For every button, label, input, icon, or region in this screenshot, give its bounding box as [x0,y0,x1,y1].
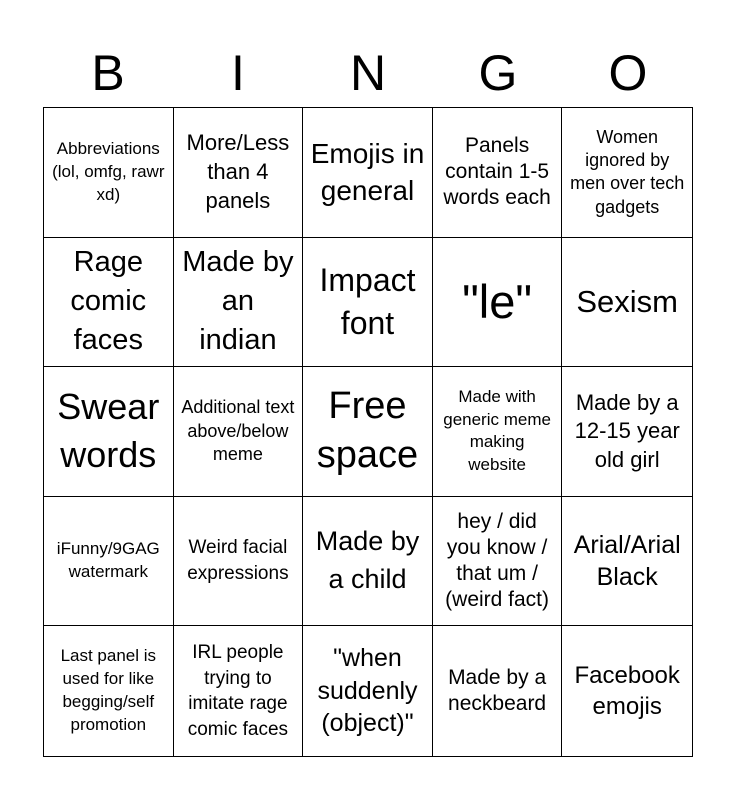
cell-text: Women ignored by men over tech gadgets [570,126,685,217]
header-letter-i: I [231,45,245,101]
cell-text: "when suddenly (object)" [317,644,418,738]
cell-text: Sexism [576,283,679,319]
cell-text: Made by a neckbeard [448,665,547,716]
header-letter-g: G [478,45,518,101]
bingo-cell-r1c2[interactable] [174,108,304,238]
cell-text: Rage comic faces [70,246,147,357]
bingo-cell-r3c2[interactable] [174,367,304,497]
cell-text: Made by an indian [182,246,294,357]
bingo-cell-r5c1[interactable] [44,626,174,756]
cell-text: Panels contain 1-5 words each [443,133,551,210]
bingo-cell-r3c4[interactable] [433,367,563,497]
bingo-header [43,38,693,108]
bingo-cell-r5c2[interactable] [174,626,304,756]
header-letter-o: O [608,45,648,101]
bingo-cell-r5c4[interactable] [433,626,563,756]
cell-text: Last panel is used for like begging/self promotion [60,646,157,735]
cell-text: Made by a 12-15 year old girl [574,389,680,472]
cell-text: "le" [462,274,533,328]
cell-text: Made with generic meme making website [443,386,551,475]
bingo-cell-r1c3[interactable] [303,108,433,238]
bingo-cell-r5c5[interactable] [562,626,692,756]
bingo-cell-r2c5[interactable] [562,238,692,368]
cell-text: More/Less than 4 panels [186,130,290,213]
bingo-cell-r1c4[interactable] [433,108,563,238]
bingo-cell-r2c3[interactable] [303,238,433,368]
bingo-board [43,107,693,757]
cell-text: Facebook emojis [574,662,680,721]
bingo-cell-r3c3[interactable] [303,367,433,497]
cell-text: Arial/Arial Black [573,530,681,592]
bingo-cell-r4c5[interactable] [562,497,692,627]
bingo-cell-r3c1[interactable] [44,367,174,497]
cell-text: Weird facial expressions [187,537,289,585]
bingo-cell-r2c1[interactable] [44,238,174,368]
cell-text: Free space [316,385,419,477]
cell-text: Emojis in general [310,137,425,207]
cell-text: Impact font [319,261,416,341]
header-letter-b: B [91,45,125,101]
cell-text: Made by a child [315,526,420,595]
bingo-cell-r3c5[interactable] [562,367,692,497]
bingo-cell-r4c1[interactable] [44,497,174,627]
cell-text: IRL people trying to imitate rage comic faces [187,641,289,740]
bingo-cell-r5c3[interactable] [303,626,433,756]
cell-text: iFunny/9GAG watermark [56,539,160,582]
bingo-cell-r1c5[interactable] [562,108,692,238]
bingo-cell-r4c2[interactable] [174,497,304,627]
cell-text: Abbreviations (lol, omfg, rawr xd) [52,138,165,204]
cell-text: hey / did you know / that um / (weird fact) [445,509,550,612]
header-letter-n: N [349,45,387,101]
bingo-cell-r2c4[interactable] [433,238,563,368]
bingo-cell-r2c2[interactable] [174,238,304,368]
bingo-cell-r4c4[interactable] [433,497,563,627]
cell-text: Additional text above/below meme [181,397,295,465]
bingo-cell-r1c1[interactable] [44,108,174,238]
cell-text: Swear words [57,385,160,476]
bingo-cell-r4c3[interactable] [303,497,433,627]
